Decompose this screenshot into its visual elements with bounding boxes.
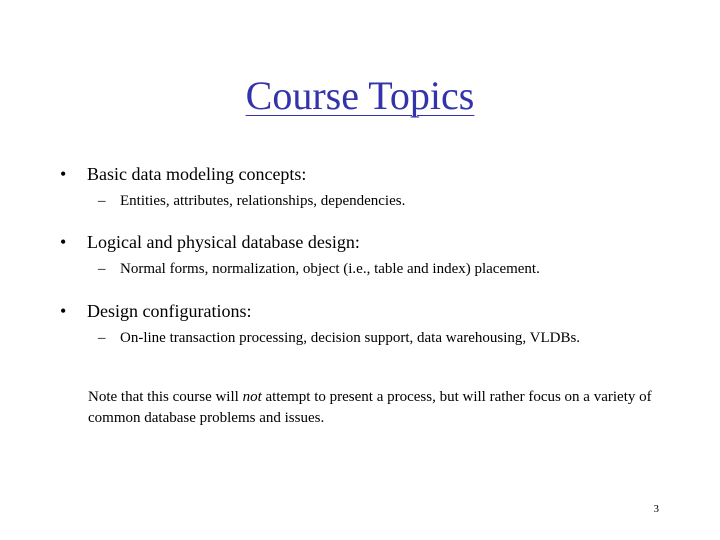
bullet-label: Design configurations: bbox=[87, 301, 252, 321]
dash-icon: – bbox=[98, 330, 106, 346]
dash-icon: – bbox=[98, 261, 106, 277]
sub-bullet-item bbox=[98, 329, 633, 348]
sub-bullet-text: Entities, attributes, relationships, dependencies. bbox=[120, 193, 406, 209]
dash-icon: – bbox=[98, 193, 106, 209]
bullet-label: Logical and physical database design: bbox=[87, 232, 360, 252]
slide-title: Course Topics bbox=[245, 73, 475, 118]
note-text-after: attempt to present a process, but will rather focus on a variety of common database problems and issues. bbox=[88, 389, 652, 426]
bullet-item bbox=[60, 231, 360, 253]
note-paragraph bbox=[88, 387, 678, 429]
sub-bullet-text: On-line transaction processing, decision support, data warehousing, VLDBs. bbox=[120, 330, 581, 346]
page-number: 3 bbox=[653, 503, 659, 515]
bullet-label: Basic data modeling concepts: bbox=[87, 164, 307, 184]
bullet-item bbox=[60, 163, 306, 185]
sub-bullet-item bbox=[98, 192, 618, 211]
sub-bullet-text: Normal forms, normalization, object (i.e., table and index) placement. bbox=[120, 261, 540, 277]
bullet-item bbox=[60, 300, 251, 322]
bullet-icon: • bbox=[60, 232, 67, 252]
note-emphasis: not bbox=[242, 389, 262, 405]
bullet-icon: • bbox=[60, 164, 67, 184]
bullet-icon: • bbox=[60, 301, 67, 321]
note-text-before: Note that this course will bbox=[88, 389, 243, 405]
sub-bullet-item bbox=[98, 260, 678, 279]
